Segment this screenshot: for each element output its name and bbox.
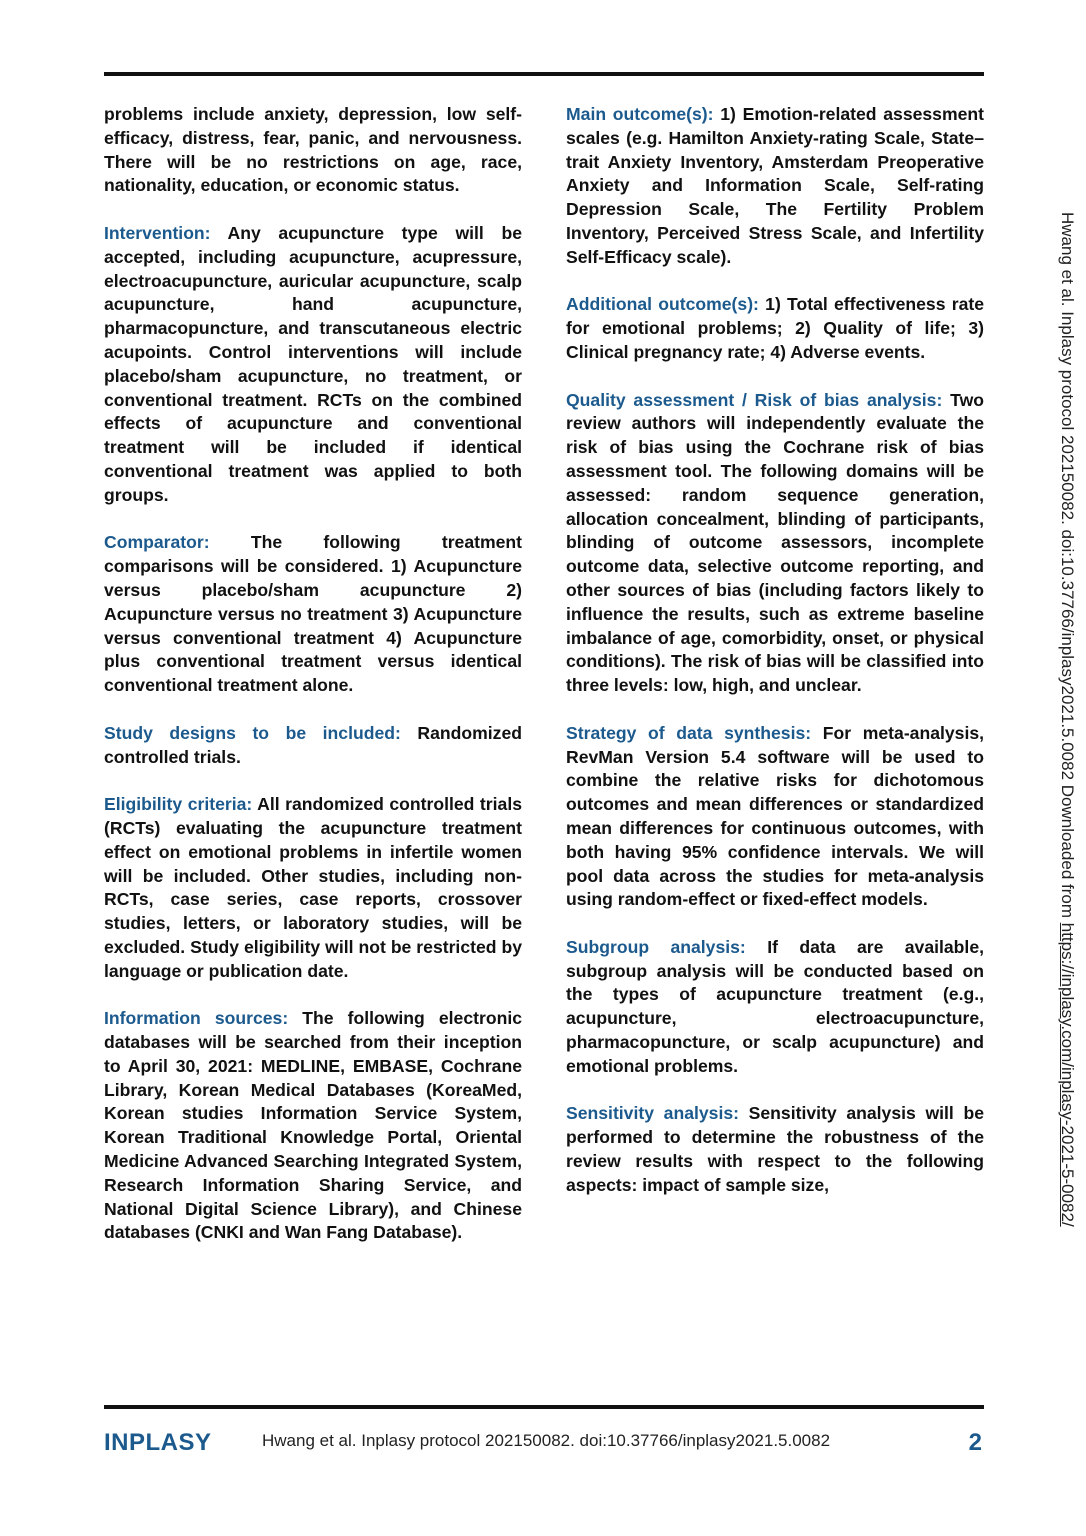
paragraph-intervention — [104, 222, 522, 508]
section-body: Sensitivity analysis will be performed to determine the robustness of the review results with respect to the following aspects: impact of sample size, — [566, 1103, 984, 1195]
paragraph-sensitivity-analysis — [566, 1102, 984, 1197]
right-column — [566, 103, 984, 1221]
download-link[interactable]: https://inplasy.com/inplasy-2021-5-0082/ — [1058, 922, 1077, 1227]
paragraph-subgroup-analysis — [566, 936, 984, 1079]
section-heading: Intervention: — [104, 222, 211, 243]
section-heading: Study designs to be included: — [104, 722, 401, 743]
side-download-note — [1055, 212, 1077, 1412]
section-heading: Strategy of data synthesis: — [566, 722, 812, 743]
paragraph-eligibility — [104, 793, 522, 983]
page-footer — [104, 1425, 984, 1465]
paragraph-information-sources — [104, 1007, 522, 1245]
section-body: problems include anxiety, depression, low self-efficacy, distress, fear, panic, and nervousness. There will be no restrictions on age, race, nationality, education, or economic status. — [104, 104, 522, 196]
paragraph-comparator — [104, 531, 522, 698]
section-body: Two review authors will independently evaluate the risk of bias using the Cochrane risk of bias assessment tool. The following domains will be assessed: random sequence generation, allocation concealment, blinding of participants, blinding of outcome assessors, incomplete outcome data, selective outcome reporting, and other sources of bias (including factors likely to influence the results, such as extreme baseline imbalance of age, comorbidity, onset, or physical conditions). The risk of bias will be classified into three levels: low, high, and unclear. — [566, 389, 984, 696]
section-body: The following treatment comparisons will be considered. 1) Acupuncture versus placebo/sham acupuncture 2) Acupuncture versus no treatment 3) Acupuncture versus conventional treatment 4) Acupuncture plus conventional treatment versus identical conventional treatment alone. — [104, 532, 523, 696]
section-heading: Quality assessment / Risk of bias analysis: — [566, 389, 943, 410]
side-note-text: Hwang et al. Inplasy protocol 202150082. doi:10.37766/inplasy2021.5.0082 Downloaded from — [1058, 212, 1077, 923]
footer-citation: Hwang et al. Inplasy protocol 202150082. doi:10.37766/inplasy2021.5.0082 — [262, 1431, 831, 1450]
section-body: Randomized controlled trials. — [104, 722, 522, 767]
paragraph-participants-cont — [104, 103, 522, 198]
section-body: 1) Total effectiveness rate for emotional problems; 2) Quality of life; 3) Clinical pregnancy rate; 4) Adverse events. — [566, 294, 985, 362]
paragraph-study-designs — [104, 722, 522, 770]
paragraph-quality-assessment — [566, 389, 984, 698]
paragraph-main-outcomes — [566, 103, 984, 270]
section-body: Any acupuncture type will be accepted, including acupuncture, acupressure, electroacupuncture, auricular acupuncture, scalp acupuncture, hand acupuncture, pharmacopuncture, and transcutaneous electric acupoints. Control interventions will include placebo/sham acupuncture, no treatment, or conventional treatment. RCTs on the combined effects of acupuncture and conventional treatment will be included if identical conventional treatment was applied to both groups. — [104, 222, 522, 505]
section-body: 1) Emotion-related assessment scales (e.g. Hamilton Anxiety-rating Scale, State–trait Anxiety Inventory, Amsterdam Preoperative Anxiety and Information Scale, Self-rating Depression Scale, The Fertility Problem Inventory, Perceived Stress Scale, and Infertility Self-Efficacy scale). — [566, 104, 984, 267]
section-heading: Additional outcome(s): — [566, 294, 759, 315]
footer-rule — [104, 1405, 984, 1409]
section-heading: Subgroup analysis: — [566, 936, 746, 957]
section-body: For meta-analysis, RevMan Version 5.4 software will be used to combine the relative risks for dichotomous outcomes and mean differences or standardized mean differences for continuous outcomes, with both having 95% confidence intervals. We will pool data across the studies for meta-analysis using random-effect or fixed-effect models. — [566, 722, 985, 910]
left-column — [104, 103, 522, 1269]
section-heading: Comparator: — [104, 532, 210, 553]
paragraph-additional-outcomes — [566, 293, 984, 364]
section-heading: Sensitivity analysis: — [566, 1103, 739, 1124]
section-body: The following electronic databases will be searched from their inception to April 30, 2021: MEDLINE, EMBASE, Cochrane Library, Korean Medical Databases (KoreaMed, Korean studies Information Service System, Korean Traditional Knowledge Portal, Oriental Medicine Advanced Searching Integrated System, Research Information Sharing Service, and National Digital Science Library), and Chinese databases (CNKI and Wan Fang Database). — [104, 1008, 522, 1243]
journal-logo: INPLASY — [104, 1429, 212, 1456]
page-number: 2 — [968, 1429, 982, 1456]
paragraph-data-synthesis — [566, 722, 984, 912]
section-heading: Eligibility criteria: — [104, 794, 253, 815]
section-heading: Main outcome(s): — [566, 104, 714, 124]
section-body: If data are available, subgroup analysis will be conducted based on the types of acupuncture treatment (e.g., acupuncture, electroacupuncture, pharmacopuncture, or scalp acupuncture) and emotional problems. — [566, 936, 984, 1076]
section-body: All randomized controlled trials (RCTs) evaluating the acupuncture treatment effect on emotional problems in infertile women will be included. Other studies, including non-RCTs, case series, case reports, crossover studies, letters, or laboratory studies, will be excluded. Study eligibility will not be restricted by language or publication date. — [104, 794, 522, 981]
section-heading: Information sources: — [104, 1008, 289, 1029]
header-rule — [104, 72, 984, 76]
